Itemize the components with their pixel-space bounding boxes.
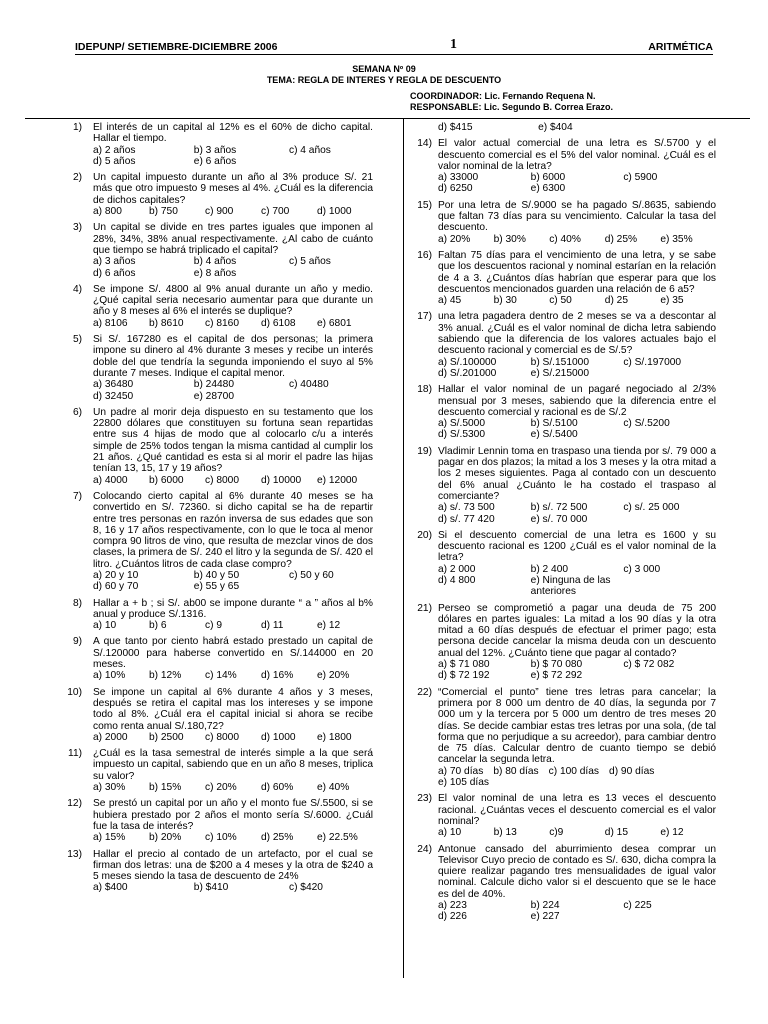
question-text: Hallar el valor nominal de un pagaré negociado al 2/3% mensual por 3 meses, sabiendo que la diferencia entre el descuento comercial y racional es de S/.2 — [438, 384, 716, 418]
question-text: una letra pagadera dentro de 2 meses se va a descontar al 3% anual. ¿Cuál es el valor nominal de dicha letra sabiendo sabiendo que la diferencia de los valores actuales bajo el descuento racional y comercial es de S/.5? — [438, 311, 716, 357]
coordinator: COORDINADOR: Lic. Fernando Requena N. — [410, 91, 596, 101]
question-text: Se impone un capital al 6% durante 4 años y 3 meses, después se retira el capital mas los intereses y se impone todo al 8%. ¿Cuál era el capital inicial si ahora se recibe como renta anual S/.180,72? — [93, 686, 373, 732]
answer-option: e) s/. 70 000 — [530, 513, 588, 525]
question-16 — [414, 250, 716, 306]
answer-option: b) 4 años — [193, 256, 237, 268]
header-institution: IDEPUNP/ SETIEMBRE-DICIEMBRE 2006 — [75, 41, 278, 53]
answer-option: a) 30% — [93, 782, 126, 794]
answer-option: a) 2 000 — [438, 563, 476, 575]
answer-options — [93, 882, 373, 893]
question-13-continued-options — [414, 122, 716, 133]
answer-option: d) 32450 — [93, 390, 134, 402]
question-number: 1) — [72, 122, 82, 133]
right-column — [414, 122, 716, 928]
answer-option: c) 40% — [549, 233, 581, 245]
question-number: 7) — [72, 490, 82, 502]
question-text: Colocando cierto capital al 6% durante 40 meses se ha convertido en S/. 72360. si dicho capital se ha de repartir entre tres personas en razón inversa de sus edades que son 8, 16 y 17 años respectivamente, con lo que le toca al menor compra 90 litros de vino, que resulta de mezclar vinos de dos clases, la primera de S/. 240 el litro y la segunda de S/. 420 el litro. ¿Cuántos litros de cada clase compro? — [93, 490, 373, 570]
answer-option: d) 1000 — [317, 206, 352, 218]
answer-option: d) 6 años — [93, 267, 136, 279]
answer-option: e) 12 — [317, 620, 341, 632]
answer-option: a) 223 — [438, 900, 467, 911]
question-number: 11) — [68, 748, 82, 760]
question-text: Hallar el precio al contado de un artefacto, por el cual se firman dos letras: una de $200 a 4 meses y la otra de $240 a 5 meses siendo la tasa de descuento de 24% — [93, 848, 373, 883]
answer-option: a) 2 años — [93, 144, 136, 156]
answer-option: d) 4 800 — [438, 574, 476, 586]
question-text: “Comercial el punto” tiene tres letras para cancelar; la primera por 8 000 um dentro de 40 días, la segunda por 7 000 um y la tercera por 5 000 um dentro de tres meses 20 días. Se decide cambiar estas tres letras por una sola, (de tal forma que no perjudique a su acreedor), para cambiar dentro de 75 días. Calcular dentro de cuanto tiempo se debió cancelar la segunda letra. — [438, 686, 716, 766]
answer-option: a) 10% — [93, 670, 126, 682]
question-8 — [38, 598, 373, 632]
answer-options — [438, 234, 716, 245]
answer-option: a) s/. 73 500 — [438, 502, 495, 514]
answer-options — [438, 659, 716, 682]
answer-option: c) 10% — [205, 832, 237, 844]
question-24 — [414, 844, 716, 923]
answer-option: b) s/. 72 500 — [530, 502, 588, 514]
answer-option: d) 6108 — [261, 317, 296, 329]
answer-option: d) 25% — [261, 832, 294, 844]
answer-options — [438, 564, 716, 598]
answer-option: e) 40% — [317, 782, 350, 794]
responsible: RESPONSABLE: Lic. Segundo B. Correa Erazo. — [410, 102, 614, 112]
answer-options — [93, 620, 373, 631]
answer-option: b) 2 400 — [530, 563, 569, 575]
page-header — [75, 38, 713, 55]
answer-option: c) 20% — [205, 782, 237, 794]
question-number: 9) — [72, 636, 82, 648]
answer-option: e) 22.5% — [317, 832, 358, 844]
answer-option: e) 105 días — [438, 777, 489, 789]
answer-options — [93, 206, 373, 217]
answer-option: e) 12000 — [317, 474, 358, 486]
answer-option: c) 50 — [549, 295, 572, 307]
answer-option: b) 40 y 50 — [193, 569, 240, 581]
answer-options — [93, 732, 373, 743]
answer-option: c) 9 — [205, 620, 222, 632]
answer-options — [438, 900, 716, 923]
answer-option: e) 35% — [660, 233, 693, 245]
answer-option: a) 36480 — [93, 379, 134, 391]
answer-option: e) 20% — [317, 670, 350, 682]
answer-option: e) 6300 — [530, 183, 566, 195]
answer-options — [438, 502, 716, 525]
answer-option: d) 25 — [604, 295, 629, 307]
question-13 — [38, 849, 373, 894]
answer-option: a) 2000 — [93, 731, 128, 743]
question-number: 21) — [417, 602, 432, 614]
answer-option: e) Ninguna de las anteriores — [530, 574, 611, 598]
answer-option: b) $410 — [193, 882, 229, 894]
question-number: 22) — [417, 686, 432, 698]
question-22 — [414, 687, 716, 789]
answer-option: b) 6000 — [530, 172, 566, 184]
column-divider — [403, 118, 404, 978]
question-number: 4) — [72, 283, 82, 295]
question-number: 6) — [72, 406, 82, 418]
answer-option: c) 14% — [205, 670, 237, 682]
answer-option: a) 33000 — [438, 172, 479, 184]
answer-option: d) 6250 — [438, 183, 473, 195]
question-text: Perseo se comprometió a pagar una deuda de 75 200 dólares en partes iguales: La mitad a los 90 días y la otra mitad a 60 días después de efectuar el primer pago; esta persona decide cancelar la misma deuda con un descuento anual del 12%. ¿Cuánto tiene que pagar al contado? — [438, 602, 716, 659]
question-text: Si el descuento comercial de una letra es 1600 y su descuento racional es 1200 ¿Cuál es el valor nominal de la letra? — [438, 529, 716, 564]
answer-option: e) 227 — [530, 911, 560, 923]
question-text: El valor actual comercial de una letra es S/.5700 y el descuento comercial es el 5% del valor nominal. ¿Cuál es el valor nominal de la letra? — [438, 138, 716, 172]
answer-options — [93, 475, 373, 486]
answer-option: b) 13 — [493, 827, 517, 839]
answer-option: c)9 — [549, 827, 564, 839]
option: e) $404 — [538, 122, 573, 133]
question-21 — [414, 603, 716, 682]
answer-option: a) 800 — [93, 206, 122, 218]
answer-option: a) 45 — [438, 295, 462, 307]
question-number: 5) — [72, 334, 82, 346]
answer-option: b) 20% — [149, 832, 182, 844]
answer-options — [438, 357, 716, 380]
question-7 — [38, 491, 373, 593]
answer-options — [93, 782, 373, 793]
question-number: 14) — [417, 138, 432, 150]
question-number: 16) — [417, 249, 432, 261]
question-number: 18) — [417, 384, 432, 396]
question-text: Por una letra de S/.9000 se ha pagado S/.8635, sabiendo que faltan 73 días para su vencimiento. Calcular la tasa del descuento. — [438, 199, 716, 234]
question-text: A que tanto por ciento habrá estado prestado un capital de S/.120000 para haberse convertido en S/.144000 en 20 meses. — [93, 636, 373, 671]
answer-option: d) 90 días — [609, 765, 655, 777]
answer-option: a) S/.100000 — [438, 356, 497, 368]
question-1 — [38, 122, 373, 167]
question-19 — [414, 446, 716, 525]
question-number: 20) — [417, 529, 432, 541]
answer-options — [438, 827, 716, 838]
question-6 — [38, 407, 373, 486]
answer-option: c) 50 y 60 — [288, 569, 334, 581]
answer-option: c) 40480 — [288, 379, 329, 391]
topic-title: TEMA: REGLA DE INTERES Y REGLA DE DESCUENTO — [266, 75, 502, 85]
question-text: ¿Cuál es la tasa semestral de interés simple a la que será impuesto un capital, sabiendo que en un año 8 meses, triplica su valor? — [93, 748, 373, 782]
answer-option: a) 10 — [93, 620, 117, 632]
answer-option: c) $ 72 082 — [623, 659, 675, 671]
question-14 — [414, 138, 716, 194]
answer-options — [93, 145, 373, 168]
answer-options — [93, 379, 373, 402]
answer-option: b) 750 — [149, 206, 178, 218]
answer-option: d) 11 — [261, 620, 284, 632]
answer-option: b) $ 70 080 — [530, 659, 583, 671]
answer-option: c) s/. 25 000 — [623, 502, 680, 514]
answer-option: d) S/.5300 — [438, 429, 486, 441]
question-text: Antonue cansado del aburrimiento desea comprar un Televisor Cuyo precio de contado es S/. 630, dicha compra la quiere realizar pagando tres mensualidades de igual valor nominal. Calcule dicho valor si el descuento que se le hace es del de 40%. — [438, 843, 716, 900]
question-text: El valor nominal de una letra es 13 veces el descuento racional. ¿Cuántas veces el descuento comercial es el valor nominal? — [438, 793, 716, 827]
option: d) $415 — [438, 122, 473, 133]
answer-option: d) 15 — [604, 827, 629, 839]
answer-option: b) 15% — [149, 782, 182, 794]
answer-option: b) S/.5100 — [530, 418, 578, 430]
question-number: 24) — [417, 843, 432, 855]
answer-option: c) 700 — [261, 206, 290, 218]
answer-options — [438, 766, 716, 789]
answer-option: d) 60% — [261, 782, 294, 794]
answer-options — [438, 295, 716, 306]
question-2 — [38, 172, 373, 217]
question-text: Si S/. 167280 es el capital de dos personas; la primera impone su dinero al 4% durante 3 meses y recibe un interés doble del que tendría la segunda imponiendo el suyo al 5% durante 7 meses. Indique el capital menor. — [93, 334, 373, 379]
answer-option: b) 12% — [149, 670, 182, 682]
answer-options — [93, 256, 373, 279]
answer-option: a) 15% — [93, 832, 126, 844]
answer-option: d) S/.201000 — [438, 367, 497, 379]
question-17 — [414, 311, 716, 379]
answer-option: b) 2500 — [149, 731, 184, 743]
question-number: 23) — [417, 793, 432, 805]
header-subject: ARITMÉTICA — [648, 41, 713, 53]
answer-option: e) 28700 — [193, 390, 235, 402]
answer-option: a) $ 71 080 — [438, 659, 490, 671]
question-text: Un capital se divide en tres partes iguales que imponen al 28%, 34%, 38% anual respectivamente. ¿Al cabo de cuánto que tiempo se habrá triplicado el capital? — [93, 222, 373, 256]
answer-option: a) S/.5000 — [438, 418, 486, 430]
answer-option: a) $400 — [93, 882, 128, 894]
question-3 — [38, 222, 373, 278]
answer-option: a) 10 — [438, 827, 462, 839]
question-text: Faltan 75 días para el vencimiento de una letra, y se sabe que los descuentos racional y nominal estarían en la relación de 4 a 3. ¿Cuántos días habrían que esperar para que los descuentos mencionados guarden una relación de 6 a5? — [438, 249, 716, 295]
left-column — [38, 122, 373, 899]
question-9 — [38, 636, 373, 681]
answer-option: e) 6801 — [317, 317, 352, 329]
question-4 — [38, 284, 373, 329]
answer-option: d) 16% — [261, 670, 294, 682]
answer-option: e) S/.5400 — [530, 429, 578, 441]
question-text: Un padre al morir deja dispuesto en su testamento que los 22800 dólares que constituyen su fortuna sean repartidas entre sus 4 hijas de modo que al colocarlo c/u a interés simple de 25% todos tengan la misma cantidad al cumplir los 21 años. ¿Qué cantidad es esta si al morir el padre las hijas tenían 13, 15, 17 y 19 años? — [93, 406, 373, 475]
page-number: 1 — [450, 37, 457, 52]
question-number: 2) — [72, 172, 82, 184]
answer-option: c) S/.5200 — [623, 418, 670, 430]
answer-option: b) 224 — [530, 900, 560, 911]
week-title: SEMANA Nº 09 — [352, 64, 416, 74]
answer-option: e) 8 años — [193, 267, 237, 279]
answer-options — [438, 418, 716, 441]
answer-options — [438, 172, 716, 195]
answer-option: b) 30 — [493, 295, 517, 307]
question-5 — [38, 334, 373, 402]
question-11 — [38, 748, 373, 793]
answer-option: a) 20 y 10 — [93, 569, 139, 581]
answer-option: b) 8610 — [149, 317, 184, 329]
answer-option: c) $420 — [288, 882, 323, 894]
answer-option: a) 70 días — [438, 765, 484, 777]
answer-option: d) 60 y 70 — [93, 581, 139, 593]
answer-options — [93, 570, 373, 593]
question-number: 3) — [72, 222, 82, 234]
answer-option: a) 20% — [438, 233, 471, 245]
question-12 — [38, 798, 373, 843]
question-text: Vladimir Lennin toma en traspaso una tienda por s/. 79 000 a pagar en dos plazos; la mitad a los 3 meses y la otra mitad a los 2 meses siguientes. Paga al contado con un descuento del 6% anual ¿Cuánto le ha costado el traspaso al comerciante? — [438, 445, 716, 502]
answer-option: d) 10000 — [261, 474, 302, 486]
answer-option: b) 6000 — [149, 474, 184, 486]
answer-options — [93, 318, 373, 329]
question-20 — [414, 530, 716, 598]
answer-option: d) 226 — [438, 911, 467, 923]
answer-option: e) 35 — [660, 295, 684, 307]
answer-option: c) 8000 — [205, 731, 239, 743]
answer-option: d) s/. 77 420 — [438, 513, 495, 525]
answer-option: b) 24480 — [193, 379, 235, 391]
answer-option: c) 5900 — [623, 172, 658, 184]
answer-option: c) 100 días — [548, 765, 600, 777]
question-text: Se impone S/. 4800 al 9% anual durante un año y medio. ¿Qué capital seria necesario aumentar para que durante un año y 8 meses al 6% el interés se duplique? — [93, 283, 373, 318]
question-15 — [414, 200, 716, 245]
question-18 — [414, 384, 716, 440]
question-text: Se prestó un capital por un año y el monto fue S/.5500, si se hubiera prestado por 2 años el monto sería S/.6000. ¿Cuál fue la tasa de interés? — [93, 798, 373, 832]
answer-option: c) S/.197000 — [623, 356, 682, 368]
top-divider — [25, 118, 750, 119]
answer-option: b) 80 días — [493, 765, 539, 777]
answer-option: c) 4 años — [288, 144, 331, 156]
question-text: Hallar a + b ; si S/. ab00 se impone durante “ a ” años al b% anual y produce S/.1316. — [93, 597, 373, 620]
answer-option: b) 3 años — [193, 144, 237, 156]
question-23 — [414, 793, 716, 838]
answer-option: c) 3 000 — [623, 563, 661, 575]
answer-option: d) 25% — [604, 233, 638, 245]
answer-option: e) 6 años — [193, 155, 237, 167]
answer-option: e) S/.215000 — [530, 367, 589, 379]
answer-options — [93, 670, 373, 681]
answer-option: e) 12 — [660, 827, 684, 839]
answer-options — [93, 832, 373, 843]
answer-option: a) 4000 — [93, 474, 128, 486]
answer-option: c) 5 años — [288, 256, 331, 268]
question-number: 8) — [72, 597, 82, 609]
answer-option: d) 1000 — [261, 731, 296, 743]
question-10 — [38, 687, 373, 743]
question-number: 13) — [67, 848, 82, 860]
answer-option: d) 5 años — [93, 155, 136, 167]
question-number: 17) — [417, 311, 432, 323]
question-text: Un capital impuesto durante un año al 3% produce S/. 21 más que otro impuesto 9 meses al 4%. ¿Cuál es la diferencia de dichos capitales? — [93, 172, 373, 206]
answer-option: e) $ 72 292 — [530, 670, 583, 682]
question-number: 19) — [417, 445, 432, 457]
question-number: 15) — [417, 199, 432, 211]
answer-option: e) 55 y 65 — [193, 581, 240, 593]
answer-option: d) $ 72 192 — [438, 670, 490, 682]
answer-option: c) 225 — [623, 900, 652, 911]
answer-option: c) 8000 — [205, 474, 239, 486]
question-number: 10) — [67, 686, 82, 698]
answer-option: c) 900 — [205, 206, 234, 218]
answer-option: c) 8160 — [205, 317, 239, 329]
question-text: El interés de un capital al 12% es el 60% de dicho capital. Hallar el tiempo. — [93, 122, 373, 145]
question-number: 12) — [67, 798, 82, 810]
answer-option: e) 1800 — [317, 731, 352, 743]
answer-option: a) 3 años — [93, 256, 136, 268]
answer-option: b) 30% — [493, 233, 526, 245]
answer-option: b) S/.151000 — [530, 356, 589, 368]
answer-option: b) 6 — [149, 620, 167, 632]
answer-option: a) 8106 — [93, 317, 128, 329]
